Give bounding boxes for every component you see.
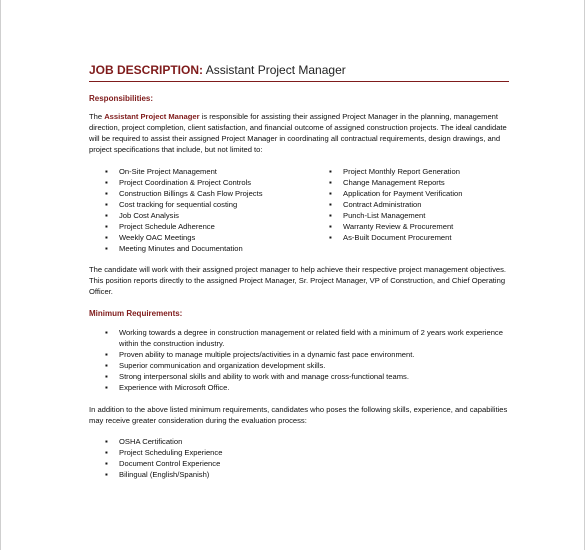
list-item: ▪ Meeting Minutes and Documentation xyxy=(105,243,305,254)
responsibilities-intro: The Assistant Project Manager is responsible for assisting their assigned Project Manager in the planning, management direction, project completion, client satisfaction, and financial outcome of assigned construction projects. The ideal candidate will be required to assist their assigned Project Manager in coordinating all contractual requirements, design drawings, and project specifications that include, but not limited to: xyxy=(89,112,507,154)
additional-intro: In addition to the above listed minimum requirements, candidates who poses the following skills, experience, and capabilities may receive greater consideration during the evaluation process: xyxy=(89,405,508,425)
list-item: ▪ Contract Administration xyxy=(329,199,519,210)
list-item: ▪ Job Cost Analysis xyxy=(105,210,305,221)
list-item: ▪ Proven ability to manage multiple projects/activities in a dynamic fast pace environment. xyxy=(105,349,509,360)
list-item: ▪ Superior communication and organization development skills. xyxy=(105,360,509,371)
additional-list xyxy=(105,436,405,480)
list-item: ▪ Working towards a degree in construction management or related field with a minimum of 2 years work experience within the construction industry. xyxy=(105,327,509,349)
responsibilities-closing: The candidate will work with their assigned project manager to help achieve their respective project management objectives. This position reports directly to the assigned Project Manager, Sr. Project Manager, VP of Construction, and Chief Operating Officer. xyxy=(89,265,507,296)
list-item: ▪ As-Built Document Procurement xyxy=(329,232,519,243)
minimum-requirements-heading: Minimum Requirements: xyxy=(89,309,183,318)
list-item: ▪ Document Control Experience xyxy=(105,458,405,469)
list-item: ▪ Project Schedule Adherence xyxy=(105,221,305,232)
document-title xyxy=(89,63,509,82)
list-item: ▪ Project Scheduling Experience xyxy=(105,447,405,458)
list-item: ▪ OSHA Certification xyxy=(105,436,405,447)
list-item: ▪ Cost tracking for sequential costing xyxy=(105,199,305,210)
list-item: ▪ Construction Billings & Cash Flow Projects xyxy=(105,188,305,199)
responsibilities-right-list xyxy=(329,166,519,243)
role-highlight: Assistant Project Manager xyxy=(104,112,200,121)
list-item: ▪ Bilingual (English/Spanish) xyxy=(105,469,405,480)
list-item: ▪ Strong interpersonal skills and ability to work with and manage cross-functional teams. xyxy=(105,371,509,382)
list-item: ▪ Project Monthly Report Generation xyxy=(329,166,519,177)
list-item: ▪ Weekly OAC Meetings xyxy=(105,232,305,243)
list-item: ▪ Project Coordination & Project Controls xyxy=(105,177,305,188)
list-item: ▪ Experience with Microsoft Office. xyxy=(105,382,509,393)
title-value: Assistant Project Manager xyxy=(205,63,346,77)
responsibilities-left-list xyxy=(105,166,305,254)
minimum-requirements-list xyxy=(105,327,509,393)
list-item: ▪ On-Site Project Management xyxy=(105,166,305,177)
title-label: JOB DESCRIPTION: xyxy=(89,63,204,77)
list-item: ▪ Punch-List Management xyxy=(329,210,519,221)
list-item: ▪ Application for Payment Verification xyxy=(329,188,519,199)
list-item: ▪ Change Management Reports xyxy=(329,177,519,188)
responsibilities-heading: Responsibilities: xyxy=(89,94,154,103)
list-item: ▪ Warranty Review & Procurement xyxy=(329,221,519,232)
